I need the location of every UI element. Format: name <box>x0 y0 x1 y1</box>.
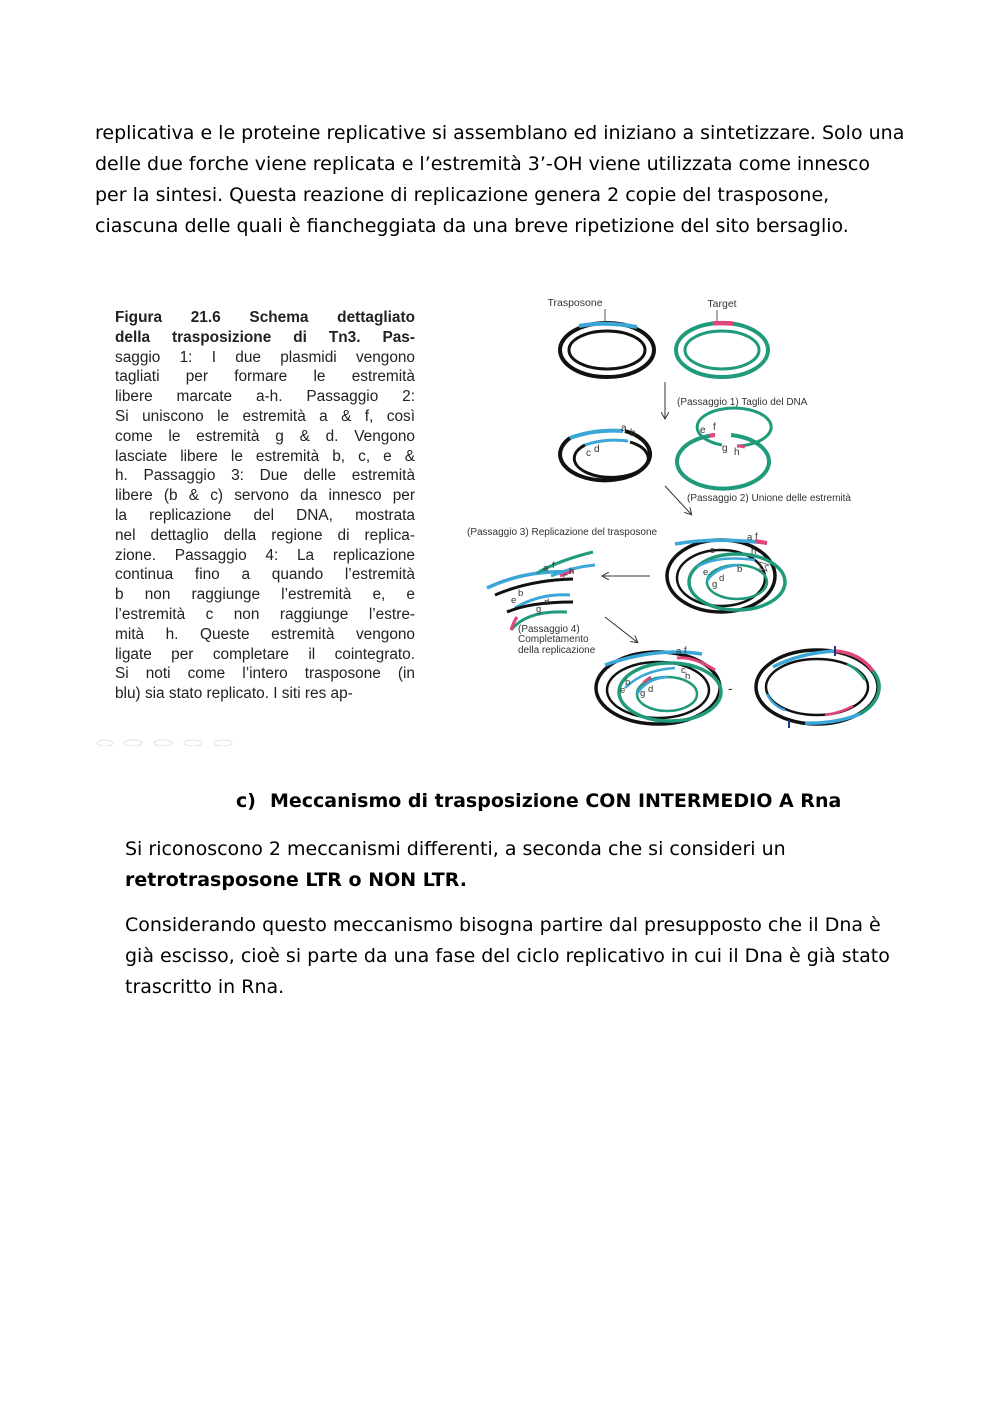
target-plasmid-cut <box>677 408 771 489</box>
intro-line: delle due forche viene replicata e l’estremità 3’-OH viene utilizzata come innesco <box>95 153 870 175</box>
cointegrate-end-c: c <box>710 545 715 556</box>
premise-paragraph <box>125 910 925 1003</box>
caption-line: ligate per completare il cointegrato. <box>115 645 415 663</box>
detail-end-b: b <box>518 588 524 599</box>
caption-line: continua fino a quando l’estremità <box>115 566 415 584</box>
cointegrate-end-g: g <box>712 579 718 590</box>
section-marker: c) <box>236 790 256 812</box>
cointegrate-replicating <box>667 531 785 612</box>
final-end-e: e <box>620 685 626 696</box>
caption-title: Figura 21.6 Schema dettagliato <box>115 309 415 326</box>
final-end-a: a <box>676 646 682 657</box>
caption-line: libere marcate a-h. Passaggio 2: <box>115 388 415 406</box>
caption-line: la replicazione del DNA, mostrata <box>115 506 415 524</box>
label-step1: (Passaggio 1) Taglio del DNA <box>677 397 808 408</box>
caption-line: Si noti come l’intero trasposone (in <box>115 665 415 683</box>
label-step4-1: (Passaggio 4) <box>518 624 580 635</box>
final-end-g: g <box>640 688 646 699</box>
replication-detail <box>487 552 595 630</box>
final-end-b: b <box>625 677 631 688</box>
end-e: e <box>700 425 706 436</box>
end-c: c <box>586 448 591 459</box>
end-b: b <box>630 428 636 439</box>
target-plasmid <box>676 323 768 377</box>
detail-end-d: d <box>544 597 550 608</box>
final-end-h: h <box>685 671 691 682</box>
end-d: d <box>594 444 600 455</box>
cointegrate-end-h: h <box>751 546 757 557</box>
cointegrate-end-e: e <box>703 567 709 578</box>
mechanisms-paragraph <box>125 834 925 896</box>
end-g: g <box>722 443 728 454</box>
caption-line: saggio 1: I due plasmidi vengono <box>115 348 415 366</box>
intro-line: ciascuna delle quali è fiancheggiata da una breve ripetizione del sito bersaglio. <box>95 215 849 237</box>
section-title: Meccanismo di trasposizione CON INTERMEDIO A Rna <box>269 790 842 812</box>
result-plasmid <box>756 646 879 728</box>
caption-line: nel dettaglio della regione di replica- <box>115 526 415 544</box>
tn3-transposition-diagram <box>455 290 905 735</box>
final-end-c: c <box>681 665 686 676</box>
intro-line: per la sintesi. Questa reazione di replicazione genera 2 copie del trasposone, <box>95 184 830 206</box>
p2-line: Si riconoscono 2 meccanismi differenti, a seconda che si consideri un <box>125 838 786 860</box>
intro-paragraph <box>95 118 915 242</box>
caption-line: blu) sia stato replicato. I siti res ap- <box>115 685 353 703</box>
label-target: Target <box>707 298 737 310</box>
label-transposon: Trasposone <box>547 297 603 309</box>
p2-bold-text: retrotrasposone LTR o NON LTR. <box>125 869 467 891</box>
caption-line: b non raggiunge l’estremità e, e <box>115 586 415 604</box>
caption-line: come le estremità g & d. Vengono <box>115 427 415 445</box>
detail-end-a: a <box>543 563 549 574</box>
transposon-plasmid <box>560 323 654 377</box>
caption-line <box>115 308 415 328</box>
detail-end-e: e <box>511 595 517 606</box>
label-step4-3: della replicazione <box>518 645 596 656</box>
detail-end-g: g <box>536 604 542 615</box>
equivalence-dash: - <box>728 680 733 696</box>
detail-end-f: f <box>552 560 555 571</box>
detail-end-c: c <box>563 571 568 582</box>
label-step3: (Passaggio 3) Replicazione del trasposone <box>467 527 658 538</box>
final-cointegrate <box>596 645 721 724</box>
p3-line: Considerando questo meccanismo bisogna partire dal presupposto che il Dna è <box>125 914 881 936</box>
caption-line <box>115 328 415 348</box>
caption-line: l’estremità c non raggiunge l’estre- <box>115 605 415 623</box>
p2-line-bold <box>125 865 925 896</box>
p3-line: trascritto in Rna. <box>125 976 285 998</box>
final-end-f: f <box>684 645 687 656</box>
end-f: f <box>713 422 716 433</box>
p3-line: già escisso, cioè si parte da una fase del ciclo replicativo in cui il Dna è già stato <box>125 945 890 967</box>
final-end-d: d <box>648 684 654 695</box>
caption-line: mità h. Queste estremità vengono <box>115 625 415 643</box>
cointegrate-end-a: a <box>747 532 753 543</box>
caption-line: libere (b & c) servono da innesco per <box>115 487 415 505</box>
intro-line: replicativa e le proteine replicative si assemblano ed iniziano a sintetizzare. Solo una <box>95 122 905 144</box>
label-step4-2: Completamento <box>518 634 589 645</box>
cointegrate-end-d: d <box>719 573 725 584</box>
caption-line: tagliati per formare le estremità <box>115 368 415 386</box>
end-h: h <box>734 447 740 458</box>
section-heading <box>236 790 841 812</box>
caption-line: Si uniscono le estremità a & f, così <box>115 407 415 425</box>
detail-end-h: h <box>569 566 575 577</box>
end-a: a <box>621 423 627 434</box>
cointegrate-end-f: f <box>755 531 758 542</box>
caption-line: h. Passaggio 3: Due delle estremità <box>115 467 415 485</box>
scan-artifact <box>95 738 250 746</box>
step4-arrow <box>605 617 637 642</box>
caption-line: lasciate libere le estremità b, c, e & <box>115 447 415 465</box>
figure-caption <box>115 308 415 704</box>
label-step2: (Passaggio 2) Unione delle estremità <box>687 493 851 504</box>
transposon-plasmid-cut <box>560 423 650 480</box>
caption-line: zione. Passaggio 4: La replicazione <box>115 546 415 564</box>
cointegrate-end-b: b <box>737 564 743 575</box>
caption-title-cont: della trasposizione di Tn3. Pas- <box>115 328 415 346</box>
